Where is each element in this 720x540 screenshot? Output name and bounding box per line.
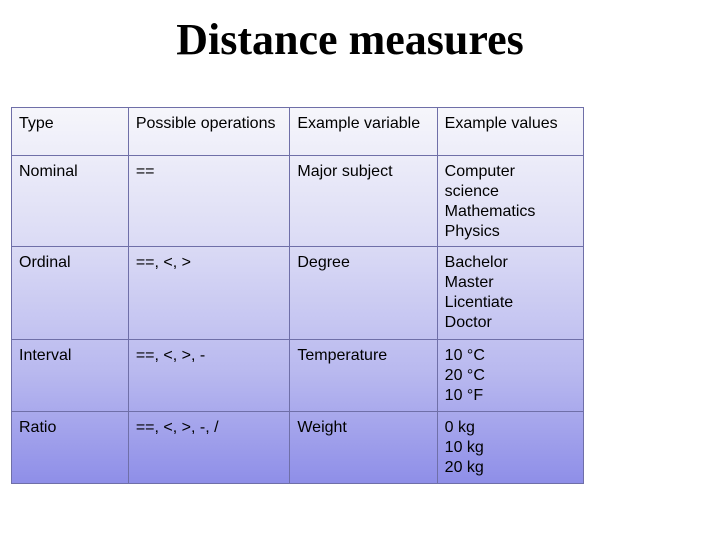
cell-type: Interval bbox=[12, 340, 129, 412]
table-row bbox=[12, 156, 584, 247]
cell-example-values bbox=[437, 247, 583, 340]
value-line: 10 °F bbox=[444, 387, 484, 404]
value-line: 20 °C bbox=[444, 367, 485, 384]
value-line: Bachelor bbox=[444, 254, 508, 271]
table-row bbox=[12, 247, 584, 340]
value-line: Computer bbox=[444, 163, 515, 180]
table-row bbox=[12, 412, 584, 484]
value-line: Licentiate bbox=[444, 294, 514, 311]
table-header-row bbox=[12, 108, 584, 156]
cell-operations: == bbox=[128, 156, 290, 247]
value-line: science bbox=[444, 183, 499, 200]
cell-operations: ==, <, > bbox=[128, 247, 290, 340]
cell-example-variable: Weight bbox=[290, 412, 437, 484]
value-line: 0 kg bbox=[444, 419, 475, 436]
cell-example-variable: Major subject bbox=[290, 156, 437, 247]
cell-operations: ==, <, >, - bbox=[128, 340, 290, 412]
page-title: Distance measures bbox=[176, 15, 524, 64]
distance-measures-table bbox=[11, 107, 584, 484]
cell-example-values bbox=[437, 340, 583, 412]
cell-type: Nominal bbox=[12, 156, 129, 247]
cell-example-values bbox=[437, 412, 583, 484]
cell-example-variable: Temperature bbox=[290, 340, 437, 412]
value-line: 10 °C bbox=[444, 347, 485, 364]
cell-example-variable: Degree bbox=[290, 247, 437, 340]
header-example-variable: Example variable bbox=[290, 108, 437, 156]
value-line: Doctor bbox=[444, 314, 492, 331]
header-example-values: Example values bbox=[437, 108, 583, 156]
value-line: Physics bbox=[444, 223, 500, 240]
cell-operations: ==, <, >, -, / bbox=[128, 412, 290, 484]
value-line: 10 kg bbox=[444, 439, 484, 456]
value-line: 20 kg bbox=[444, 459, 484, 476]
header-type: Type bbox=[12, 108, 129, 156]
cell-type: Ordinal bbox=[12, 247, 129, 340]
table-row bbox=[12, 340, 584, 412]
header-possible-operations: Possible operations bbox=[128, 108, 290, 156]
value-line: Mathematics bbox=[444, 203, 536, 220]
cell-example-values bbox=[437, 156, 583, 247]
cell-type: Ratio bbox=[12, 412, 129, 484]
value-line: Master bbox=[444, 274, 494, 291]
